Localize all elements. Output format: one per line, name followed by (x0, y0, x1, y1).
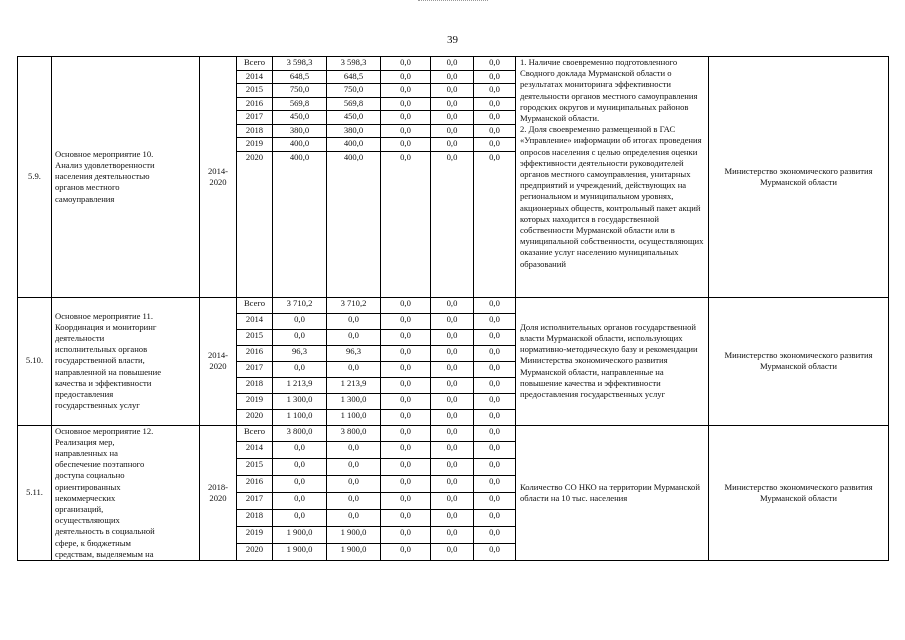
value-cell: 648,5 (273, 70, 327, 84)
year-cell: 2018 (237, 124, 273, 138)
year-cell: 2020 (237, 409, 273, 425)
value-cell: 0,0 (474, 361, 516, 377)
value-cell: 0,0 (474, 151, 516, 297)
value-cell: 0,0 (381, 377, 431, 393)
value-cell: 0,0 (273, 510, 327, 527)
page-number: 39 (447, 34, 458, 46)
value-cell: 400,0 (273, 151, 327, 297)
value-cell: 569,8 (327, 97, 381, 111)
value-cell: 0,0 (474, 138, 516, 152)
value-cell: 0,0 (381, 527, 431, 544)
value-cell: 0,0 (327, 329, 381, 345)
year-cell: 2019 (237, 527, 273, 544)
year-cell: 2014 (237, 313, 273, 329)
item-number: 5.9. (18, 57, 52, 298)
value-cell: 0,0 (474, 442, 516, 459)
year-cell: 2017 (237, 361, 273, 377)
value-cell: 0,0 (381, 329, 431, 345)
item-number: 5.11. (18, 425, 52, 560)
value-cell: 0,0 (474, 425, 516, 442)
value-cell: 450,0 (273, 111, 327, 125)
value-cell: 0,0 (431, 297, 474, 313)
value-cell: 0,0 (474, 377, 516, 393)
table-row (18, 425, 889, 442)
value-cell: 0,0 (474, 297, 516, 313)
value-cell: 0,0 (474, 510, 516, 527)
value-cell: 0,0 (381, 476, 431, 493)
value-cell: 0,0 (431, 377, 474, 393)
value-cell: 0,0 (381, 345, 431, 361)
value-cell: 0,0 (431, 111, 474, 125)
value-cell: 0,0 (474, 57, 516, 71)
value-cell: 0,0 (474, 476, 516, 493)
value-cell: 380,0 (327, 124, 381, 138)
value-cell: 0,0 (474, 111, 516, 125)
value-cell: 3 710,2 (327, 297, 381, 313)
value-cell: 0,0 (381, 124, 431, 138)
value-cell: 0,0 (381, 510, 431, 527)
value-cell: 0,0 (431, 329, 474, 345)
value-cell: 0,0 (327, 459, 381, 476)
value-cell: 0,0 (474, 313, 516, 329)
value-cell: 3 800,0 (273, 425, 327, 442)
year-cell: 2020 (237, 151, 273, 297)
value-cell: 1 100,0 (327, 409, 381, 425)
value-cell: 0,0 (381, 297, 431, 313)
period: 2014- 2020 (200, 297, 237, 425)
value-cell: 0,0 (474, 393, 516, 409)
value-cell: 0,0 (474, 459, 516, 476)
measure-name: Основное мероприятие 12. Реализация мер, направленных на обеспечение поэтапного доступа социально ориентированных некоммерческих организаций, осуществляющих деятельность в социальной сфере, к бюджетным средствам, выделяемым на (52, 425, 200, 560)
year-cell: Всего (237, 297, 273, 313)
value-cell: 0,0 (474, 345, 516, 361)
expected-result: 1. Наличие своевременно подготовленного Сводного доклада Мурманской области о результатах мониторинга эффективности деятельности органов местного самоуправления городских округов и муниципальных районов Мурманской области. 2. Доля своевременно размещенной в ГАС «Управление» информации об итогах проведения опросов населения с целью определения оценки эффективности деятельности руководителей органов местного самоуправления, унитарных предприятий и учреждений, действующих на региональном и муниципальном уровнях, акционерных обществ, контрольный пакет акций которых находится в государственной собственности Мурманской области или в муниципальной собственности, осуществляющих оказание услуг населению муниципальных образований (516, 57, 709, 298)
year-cell: 2017 (237, 111, 273, 125)
value-cell: 0,0 (381, 84, 431, 98)
year-cell: Всего (237, 57, 273, 71)
value-cell: 400,0 (327, 138, 381, 152)
value-cell: 0,0 (431, 124, 474, 138)
value-cell: 0,0 (381, 459, 431, 476)
year-cell: 2020 (237, 543, 273, 560)
year-cell: 2016 (237, 97, 273, 111)
value-cell: 0,0 (381, 111, 431, 125)
value-cell: 0,0 (431, 409, 474, 425)
value-cell: 0,0 (474, 527, 516, 544)
value-cell: 0,0 (431, 442, 474, 459)
year-cell: 2014 (237, 442, 273, 459)
year-cell: 2019 (237, 393, 273, 409)
table-row (18, 57, 889, 71)
expected-result: Доля исполнительных органов государственной власти Мурманской области, использующих нормативно-методическую базу и рекомендации Министерства экономического развития Мурманской области, направленные на повышение качества и эффективности предоставления государственных услуг (516, 297, 709, 425)
item-number: 5.10. (18, 297, 52, 425)
value-cell: 1 900,0 (273, 543, 327, 560)
value-cell: 0,0 (381, 409, 431, 425)
value-cell: 0,0 (431, 543, 474, 560)
value-cell: 3 710,2 (273, 297, 327, 313)
value-cell: 1 300,0 (273, 393, 327, 409)
period: 2014- 2020 (200, 57, 237, 298)
value-cell: 3 598,3 (327, 57, 381, 71)
year-cell: 2015 (237, 84, 273, 98)
value-cell: 380,0 (273, 124, 327, 138)
value-cell: 1 213,9 (327, 377, 381, 393)
value-cell: 0,0 (431, 84, 474, 98)
value-cell: 0,0 (474, 543, 516, 560)
value-cell: 0,0 (431, 70, 474, 84)
value-cell: 0,0 (273, 329, 327, 345)
value-cell: 0,0 (474, 329, 516, 345)
value-cell: 1 900,0 (327, 543, 381, 560)
value-cell: 0,0 (431, 151, 474, 297)
measure-name: Основное мероприятие 11. Координация и мониторинг деятельности исполнительных органов государственной власти, направленной на повышение качества и эффективности предоставления государственных услуг (52, 297, 200, 425)
value-cell: 0,0 (474, 409, 516, 425)
value-cell: 0,0 (381, 425, 431, 442)
value-cell: 0,0 (431, 313, 474, 329)
value-cell: 0,0 (431, 361, 474, 377)
value-cell: 0,0 (381, 493, 431, 510)
table-row (18, 297, 889, 313)
value-cell: 0,0 (381, 151, 431, 297)
value-cell: 0,0 (474, 70, 516, 84)
value-cell: 0,0 (474, 493, 516, 510)
value-cell: 0,0 (431, 459, 474, 476)
value-cell: 96,3 (273, 345, 327, 361)
executor: Министерство экономического развития Мурманской области (709, 297, 889, 425)
year-cell: 2015 (237, 459, 273, 476)
value-cell: 0,0 (273, 476, 327, 493)
value-cell: 750,0 (327, 84, 381, 98)
value-cell: 0,0 (327, 476, 381, 493)
value-cell: 0,0 (474, 124, 516, 138)
expected-result: Количество СО НКО на территории Мурманской области на 10 тыс. населения (516, 425, 709, 560)
year-cell: 2015 (237, 329, 273, 345)
value-cell: 750,0 (273, 84, 327, 98)
executor: Министерство экономического развития Мурманской области (709, 425, 889, 560)
value-cell: 0,0 (381, 97, 431, 111)
value-cell: 400,0 (327, 151, 381, 297)
value-cell: 0,0 (381, 442, 431, 459)
value-cell: 0,0 (474, 97, 516, 111)
value-cell: 0,0 (273, 442, 327, 459)
value-cell: 0,0 (381, 57, 431, 71)
year-cell: Всего (237, 425, 273, 442)
value-cell: 0,0 (327, 442, 381, 459)
executor: Министерство экономического развития Мурманской области (709, 57, 889, 298)
value-cell: 0,0 (327, 493, 381, 510)
value-cell: 0,0 (381, 361, 431, 377)
value-cell: 0,0 (381, 138, 431, 152)
value-cell: 0,0 (327, 313, 381, 329)
value-cell: 0,0 (431, 425, 474, 442)
value-cell: 0,0 (431, 493, 474, 510)
value-cell: 0,0 (381, 393, 431, 409)
period: 2018- 2020 (200, 425, 237, 560)
year-cell: 2018 (237, 377, 273, 393)
year-cell: 2018 (237, 510, 273, 527)
year-cell: 2014 (237, 70, 273, 84)
value-cell: 0,0 (273, 313, 327, 329)
value-cell: 0,0 (431, 510, 474, 527)
value-cell: 569,8 (273, 97, 327, 111)
scan-artifact (418, 0, 488, 6)
value-cell: 1 300,0 (327, 393, 381, 409)
table-body (18, 57, 889, 561)
value-cell: 1 100,0 (273, 409, 327, 425)
value-cell: 1 213,9 (273, 377, 327, 393)
value-cell: 0,0 (431, 97, 474, 111)
value-cell: 0,0 (381, 313, 431, 329)
value-cell: 0,0 (431, 393, 474, 409)
value-cell: 0,0 (431, 138, 474, 152)
value-cell: 450,0 (327, 111, 381, 125)
value-cell: 96,3 (327, 345, 381, 361)
value-cell: 0,0 (327, 510, 381, 527)
value-cell: 0,0 (273, 459, 327, 476)
value-cell: 0,0 (273, 493, 327, 510)
value-cell: 0,0 (431, 476, 474, 493)
value-cell: 0,0 (327, 361, 381, 377)
value-cell: 0,0 (273, 361, 327, 377)
value-cell: 400,0 (273, 138, 327, 152)
value-cell: 0,0 (381, 543, 431, 560)
year-cell: 2017 (237, 493, 273, 510)
year-cell: 2019 (237, 138, 273, 152)
value-cell: 0,0 (381, 70, 431, 84)
value-cell: 0,0 (474, 84, 516, 98)
value-cell: 0,0 (431, 57, 474, 71)
value-cell: 3 800,0 (327, 425, 381, 442)
value-cell: 3 598,3 (273, 57, 327, 71)
value-cell: 0,0 (431, 527, 474, 544)
year-cell: 2016 (237, 476, 273, 493)
year-cell: 2016 (237, 345, 273, 361)
value-cell: 648,5 (327, 70, 381, 84)
value-cell: 1 900,0 (327, 527, 381, 544)
value-cell: 0,0 (431, 345, 474, 361)
program-table (17, 56, 889, 561)
value-cell: 1 900,0 (273, 527, 327, 544)
measure-name: Основное мероприятие 10. Анализ удовлетворенности населения деятельностью органов местного самоуправления (52, 57, 200, 298)
